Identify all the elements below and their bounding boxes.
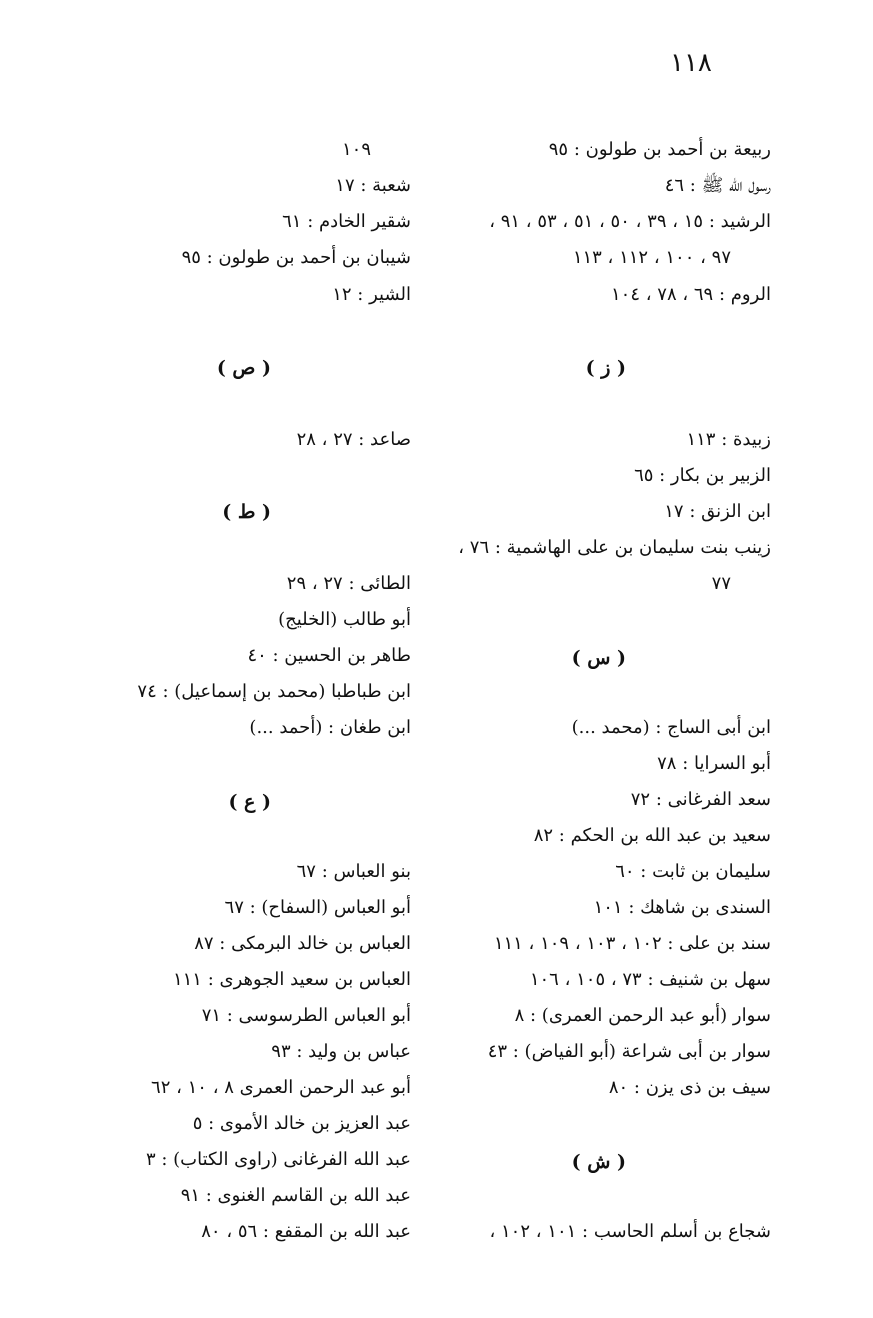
index-entry: ابن طغان : (أحمد ...) <box>249 717 411 738</box>
index-entry: سعد الفرغانى : ٧٢ <box>630 789 771 810</box>
section-heading-ta: ( ط ) <box>222 501 271 523</box>
index-entry: سوار بن أبى شراعة (أبو الفياض) : ٤٣ <box>487 1041 771 1062</box>
index-entry: أبو السرايا : ٧٨ <box>657 753 771 774</box>
index-entry-continuation: ٩٧ ، ١٠٠ ، ١١٢ ، ١١٣ <box>572 247 731 268</box>
index-entry: سند بن على : ١٠٢ ، ١٠٣ ، ١٠٩ ، ١١١ <box>493 933 771 954</box>
index-entry: سعيد بن عبد الله بن الحكم : ٨٢ <box>533 825 771 846</box>
index-entry: أبو العباس الطرسوسى : ٧١ <box>201 1005 411 1026</box>
index-entry: أبو العباس (السفاح) : ٦٧ <box>224 897 411 918</box>
index-entry-continuation: ٧٧ <box>711 573 731 594</box>
index-entry: طاهر بن الحسين : ٤٠ <box>247 645 411 666</box>
index-entry: ابن أبى الساج : (محمد ...) <box>571 717 771 738</box>
index-entry: العباس بن سعيد الجوهرى : ١١١ <box>172 969 411 990</box>
section-heading-ain: ( ع ) <box>228 791 271 813</box>
section-heading-z: ( ز ) <box>585 357 626 379</box>
index-entry-continuation: ١٠٩ <box>341 139 371 160</box>
index-entry: رسول الله ﷺ : ٤٦ <box>664 175 771 196</box>
index-entry: الطائى : ٢٧ ، ٢٩ <box>286 573 411 594</box>
index-entry: عباس بن وليد : ٩٣ <box>271 1041 411 1062</box>
index-entry: الزبير بن بكار : ٦٥ <box>634 465 771 486</box>
index-entry: بنو العباس : ٦٧ <box>296 861 411 882</box>
index-entry: شجاع بن أسلم الحاسب : ١٠١ ، ١٠٢ ، <box>489 1221 771 1242</box>
index-entry: عبد الله بن القاسم الغنوى : ٩١ <box>180 1185 411 1206</box>
index-entry: أبو طالب (الخليج) <box>278 609 411 630</box>
index-entry: زينب بنت سليمان بن على الهاشمية : ٧٦ ، <box>458 537 771 558</box>
index-entry: أبو عبد الرحمن العمرى ٨ ، ١٠ ، ٦٢ <box>151 1077 411 1098</box>
section-heading-sad: ( ص ) <box>216 357 271 379</box>
index-entry: شيبان بن أحمد بن طولون : ٩٥ <box>181 247 411 268</box>
index-entry: صاعد : ٢٧ ، ٢٨ <box>296 429 411 450</box>
index-entry: شعبة : ١٧ <box>335 175 411 196</box>
index-entry: عبد العزيز بن خالد الأموى : ٥ <box>192 1113 411 1134</box>
index-entry: ابن الزنق : ١٧ <box>664 501 771 522</box>
index-entry: الشير : ١٢ <box>332 284 411 305</box>
index-entry: العباس بن خالد البرمكى : ٨٧ <box>194 933 411 954</box>
index-entry: سليمان بن ثابت : ٦٠ <box>615 861 771 882</box>
section-heading-s: ( س ) <box>571 647 626 669</box>
index-entry: عبد الله الفرغانى (راوى الكتاب) : ٣ <box>145 1149 411 1170</box>
index-entry: ابن طباطبا (محمد بن إسماعيل) : ٧٤ <box>137 681 411 702</box>
index-entry: شقير الخادم : ٦١ <box>282 211 411 232</box>
section-heading-sh: ( ش ) <box>571 1151 626 1173</box>
index-entry: سهل بن شنيف : ٧٣ ، ١٠٥ ، ١٠٦ <box>529 969 771 990</box>
index-entry: سوار (أبو عبد الرحمن العمرى) : ٨ <box>514 1005 771 1026</box>
index-entry: السندى بن شاهك : ١٠١ <box>593 897 771 918</box>
index-entry: سيف بن ذى يزن : ٨٠ <box>608 1077 771 1098</box>
index-entry: ربيعة بن أحمد بن طولون : ٩٥ <box>548 139 771 160</box>
index-entry: زبيدة : ١١٣ <box>686 429 771 450</box>
page-number: ١١٨ <box>670 48 712 78</box>
index-entry: الرشيد : ١٥ ، ٣٩ ، ٥٠ ، ٥١ ، ٥٣ ، ٩١ ، <box>489 211 771 232</box>
index-entry: الروم : ٦٩ ، ٧٨ ، ١٠٤ <box>611 284 771 305</box>
index-entry: عبد الله بن المقفع : ٥٦ ، ٨٠ <box>201 1221 411 1242</box>
